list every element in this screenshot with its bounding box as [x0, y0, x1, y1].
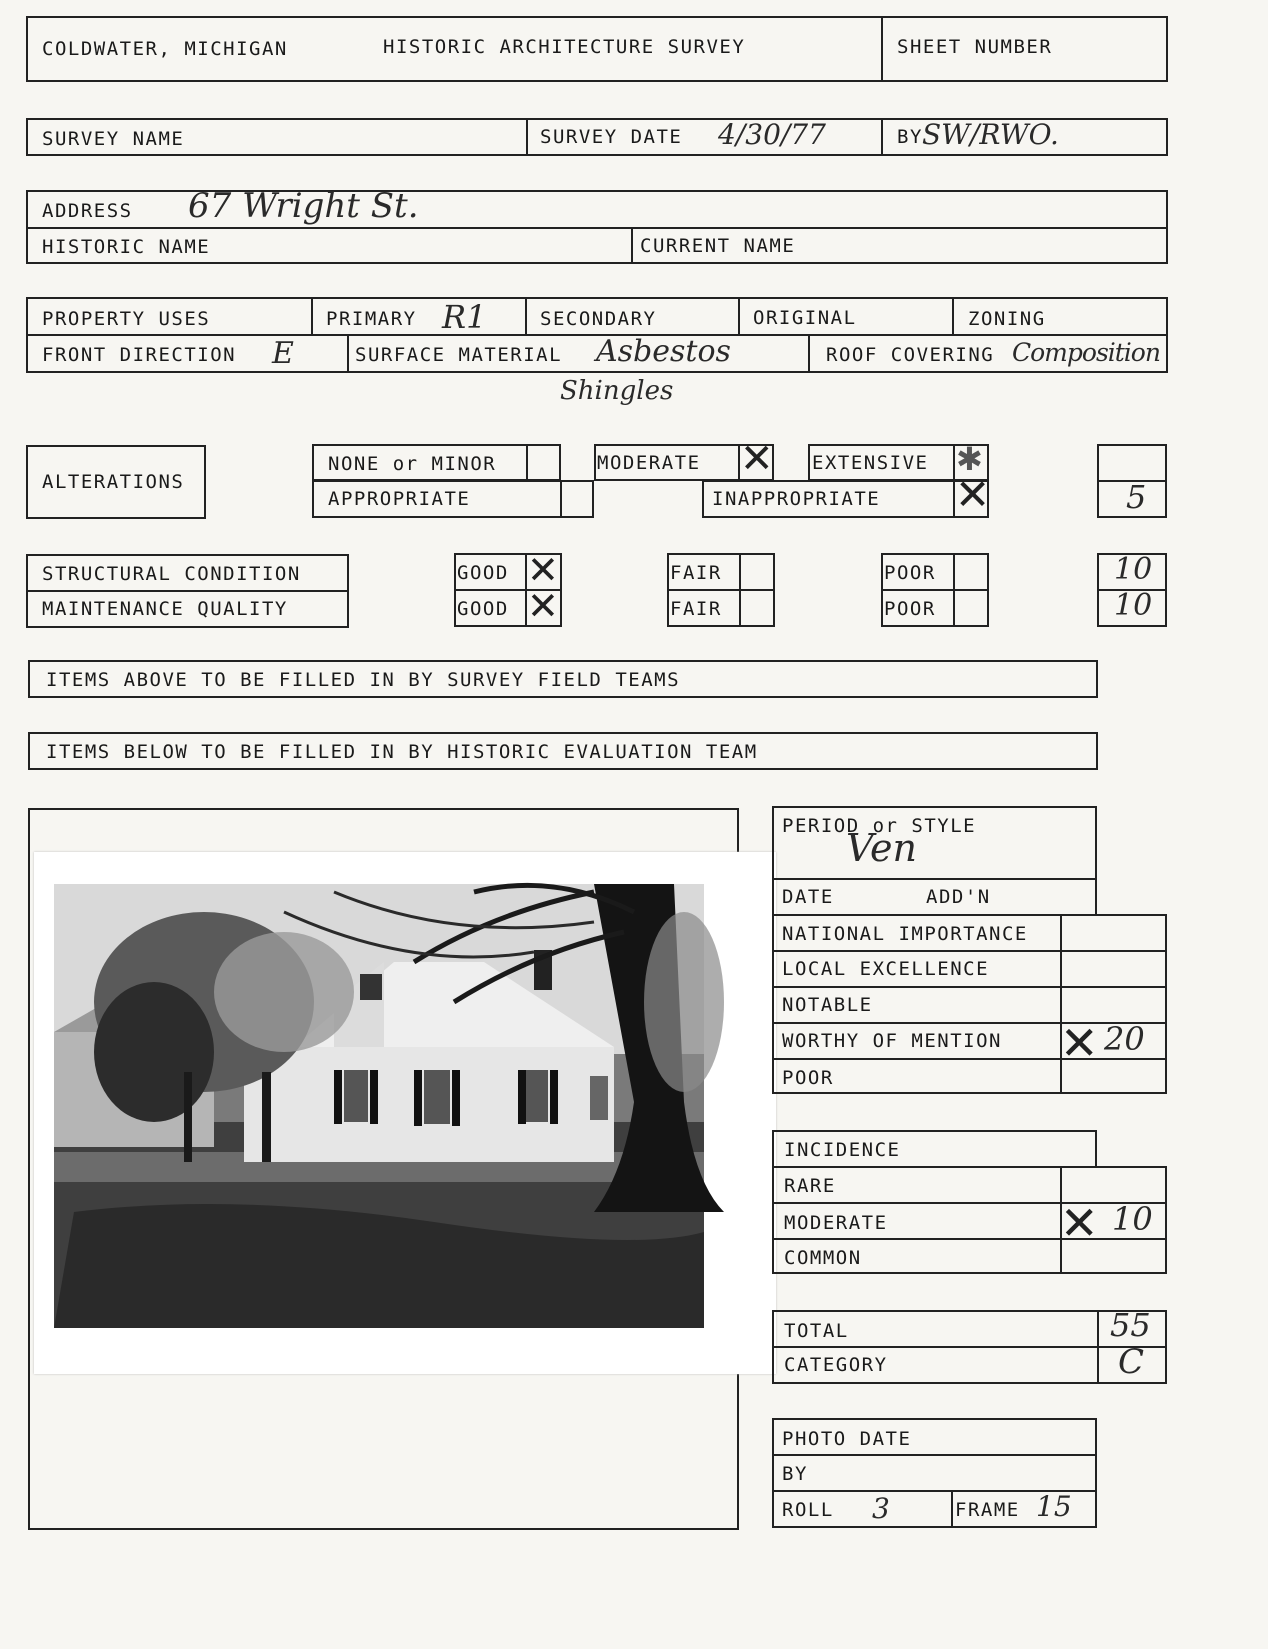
national-importance-label: NATIONAL IMPORTANCE [782, 923, 1028, 945]
none-minor-checkbox-line [526, 444, 528, 481]
address-value: 67 Wright St. [188, 186, 419, 226]
poor-label-maintenance: POOR [884, 598, 936, 620]
note-below: ITEMS BELOW TO BE FILLED IN BY HISTORIC EVALUATION TEAM [46, 741, 758, 763]
survey-by-label: BY [897, 126, 923, 148]
photo-date-label: PHOTO DATE [782, 1428, 912, 1450]
secondary-label: SECONDARY [540, 308, 657, 330]
total-value: 55 [1110, 1306, 1151, 1344]
date-label: DATE [782, 886, 834, 908]
historic-current-divider [631, 227, 633, 264]
incidence-moderate-label: MODERATE [784, 1212, 888, 1234]
x-mark-icon: ✕ [955, 470, 991, 519]
maintenance-quality-label: MAINTENANCE QUALITY [42, 598, 288, 620]
alterations-score: 5 [1126, 478, 1147, 516]
roof-covering-label: ROOF COVERING [826, 344, 995, 366]
x-mark-icon: ✕ [527, 548, 559, 592]
structural-condition-label: STRUCTURAL CONDITION [42, 563, 301, 585]
surface-material-value: Asbestos [596, 334, 731, 369]
period-date-divider [772, 878, 1097, 880]
sheet-number-label: SHEET NUMBER [897, 36, 1053, 58]
original-label: ORIGINAL [753, 307, 857, 329]
prop-div-3 [738, 297, 740, 334]
roll-frame-divider [951, 1490, 953, 1528]
appropriate-label: APPROPRIATE [328, 488, 471, 510]
category-label: CATEGORY [784, 1354, 888, 1376]
notable-label: NOTABLE [782, 994, 873, 1016]
none-minor-label: NONE or MINOR [328, 453, 497, 475]
note-above: ITEMS ABOVE TO BE FILLED IN BY SURVEY FIELD TEAMS [46, 669, 681, 691]
historic-name-label: HISTORIC NAME [42, 236, 211, 258]
category-value: C [1118, 1342, 1145, 1382]
roll-label: ROLL [782, 1499, 834, 1521]
survey-date-value: 4/30/77 [718, 118, 826, 151]
prop-div-2 [525, 297, 527, 334]
survey-divider-2 [881, 118, 883, 156]
house-photo [34, 852, 776, 1374]
moderate-label: MODERATE [597, 452, 701, 474]
survey-divider-1 [526, 118, 528, 156]
photo-info-row-1 [772, 1454, 1097, 1456]
primary-label: PRIMARY [326, 308, 417, 330]
x-mark-icon: ✕ [740, 436, 774, 482]
period-style-label: PERIOD or STYLE [782, 815, 977, 837]
importance-score: 20 [1104, 1020, 1145, 1058]
prop-div-6 [808, 334, 810, 373]
house-photo-image [34, 852, 776, 1374]
good-label-maintenance: GOOD [457, 598, 509, 620]
prop-div-1 [311, 297, 313, 334]
period-style-value: Ven [846, 826, 917, 870]
extensive-label: EXTENSIVE [812, 452, 929, 474]
survey-name-label: SURVEY NAME [42, 128, 185, 150]
local-excellence-label: LOCAL EXCELLENCE [782, 958, 990, 980]
current-name-label: CURRENT NAME [640, 235, 796, 257]
photo-by-label: BY [782, 1463, 808, 1485]
totals-value-col [1097, 1310, 1099, 1384]
condition-label-divider [26, 590, 349, 592]
addn-label: ADD'N [926, 886, 991, 908]
importance-poor-label: POOR [782, 1067, 834, 1089]
fair-checkbox-line [739, 553, 741, 627]
x-mark-icon: ✕ [1060, 1196, 1099, 1250]
incidence-score: 10 [1112, 1200, 1153, 1238]
front-direction-label: FRONT DIRECTION [42, 344, 237, 366]
address-label: ADDRESS [42, 200, 133, 222]
incidence-row-1 [772, 1202, 1167, 1204]
roof-covering-value: Composition [1012, 338, 1160, 367]
frame-label: FRAME [955, 1499, 1020, 1521]
prop-div-5 [347, 334, 349, 373]
fair-label-structural: FAIR [670, 562, 722, 584]
rare-label: RARE [784, 1175, 836, 1197]
importance-row-4 [772, 1058, 1167, 1060]
x-mark-icon: ✕ [1060, 1016, 1099, 1070]
poor-checkbox-line [953, 553, 955, 627]
header-divider [881, 16, 883, 82]
good-label-structural: GOOD [457, 562, 509, 584]
x-mark-icon: ✕ [527, 584, 559, 628]
x-mark-icon: ✱ [956, 440, 983, 478]
survey-title: HISTORIC ARCHITECTURE SURVEY [383, 36, 746, 58]
fair-label-maintenance: FAIR [670, 598, 722, 620]
prop-div-4 [952, 297, 954, 334]
poor-label-structural: POOR [884, 562, 936, 584]
incidence-row-2 [772, 1238, 1167, 1240]
surface-material-value-2: Shingles [560, 376, 674, 406]
zoning-label: ZONING [968, 308, 1046, 330]
total-label: TOTAL [784, 1320, 849, 1342]
importance-row-2 [772, 986, 1167, 988]
city-label: COLDWATER, MICHIGAN [42, 38, 288, 60]
importance-row-1 [772, 950, 1167, 952]
fair-divider [667, 589, 775, 591]
survey-by-value: SW/RWO. [922, 118, 1059, 151]
worthy-of-mention-label: WORTHY OF MENTION [782, 1030, 1002, 1052]
alterations-label: ALTERATIONS [42, 471, 185, 493]
front-direction-value: E [272, 336, 294, 371]
primary-value: R1 [442, 298, 487, 336]
appropriate-checkbox-line [560, 480, 562, 518]
common-label: COMMON [784, 1247, 862, 1269]
survey-date-label: SURVEY DATE [540, 126, 683, 148]
inappropriate-label: INAPPROPRIATE [712, 488, 881, 510]
structural-score: 10 [1114, 552, 1153, 587]
poor-divider [881, 589, 989, 591]
incidence-label: INCIDENCE [784, 1139, 901, 1161]
frame-value: 15 [1036, 1490, 1072, 1523]
totals-divider [772, 1346, 1167, 1348]
roll-value: 3 [872, 1492, 890, 1525]
maintenance-score: 10 [1114, 588, 1153, 623]
property-uses-label: PROPERTY USES [42, 308, 211, 330]
surface-material-label: SURFACE MATERIAL [355, 344, 563, 366]
address-divider [26, 227, 1168, 229]
